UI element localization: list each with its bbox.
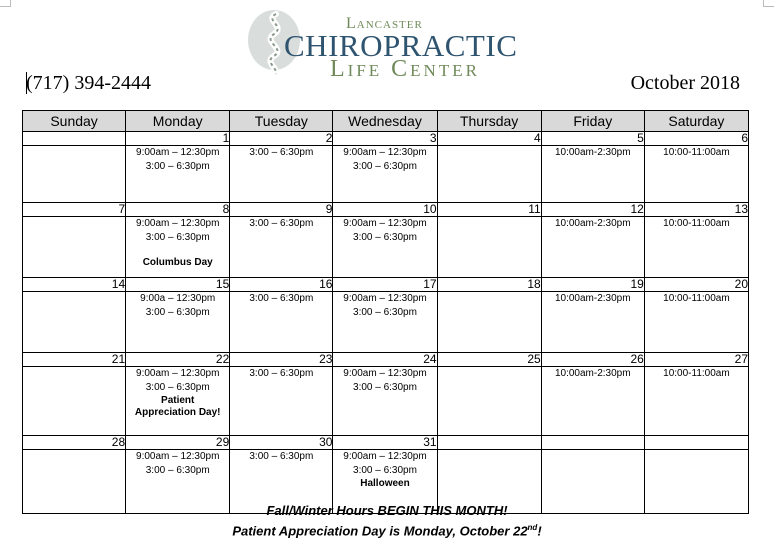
date-number: 15 <box>126 278 230 292</box>
week-date-row <box>23 278 749 292</box>
date-number: 13 <box>644 203 748 217</box>
day-cell <box>333 292 437 353</box>
logo-sub-text: Life Center <box>330 56 480 82</box>
event-note: Patient <box>161 395 195 406</box>
day-cell <box>541 217 644 278</box>
day-cell <box>23 367 126 436</box>
weekday-header-wednesday: Wednesday <box>333 111 437 132</box>
footer-line2-text: Patient Appreciation Day is Monday, October 22 <box>232 523 528 539</box>
date-number: 3 <box>333 132 437 146</box>
hours-line: 3:00 – 6:30pm <box>249 218 314 229</box>
day-cell <box>541 146 644 203</box>
day-cell <box>437 367 541 436</box>
day-cell <box>23 146 126 203</box>
weekday-header-monday: Monday <box>126 111 230 132</box>
date-number: 22 <box>126 353 230 367</box>
event-note: Appreciation Day! <box>134 407 221 418</box>
weekday-header-sunday: Sunday <box>23 111 126 132</box>
hours-line: 9:00am – 12:30pm <box>343 451 427 462</box>
date-number: 10 <box>333 203 437 217</box>
date-number: 8 <box>126 203 230 217</box>
week-hours-row <box>23 292 749 353</box>
day-cell <box>23 217 126 278</box>
hours-line: 9:00a – 12:30pm <box>140 293 216 304</box>
hours-line: 3:00 – 6:30pm <box>249 293 314 304</box>
hours-line: 9:00am – 12:30pm <box>343 218 427 229</box>
footer-hours-notice: Fall/Winter Hours BEGIN THIS MONTH! <box>266 503 508 518</box>
event-note: Columbus Day <box>142 257 213 268</box>
month-title: October 2018 <box>630 72 740 94</box>
date-number <box>23 132 126 146</box>
day-cell <box>230 146 333 203</box>
date-number: 26 <box>541 353 644 367</box>
hours-line: 10:00am-2:30pm <box>554 147 631 158</box>
date-number: 19 <box>541 278 644 292</box>
event-note: Halloween <box>360 478 410 489</box>
date-number: 28 <box>23 436 126 450</box>
hours-line: 9:00am – 12:30pm <box>343 147 427 158</box>
weekday-header-thursday: Thursday <box>437 111 541 132</box>
day-cell <box>333 217 437 278</box>
date-number: 14 <box>23 278 126 292</box>
date-number: 25 <box>437 353 541 367</box>
hours-line: 3:00 – 6:30pm <box>249 368 314 379</box>
date-number <box>644 436 748 450</box>
date-number: 21 <box>23 353 126 367</box>
week-date-row <box>23 132 749 146</box>
date-number: 24 <box>333 353 437 367</box>
day-cell <box>126 367 230 436</box>
date-number: 11 <box>437 203 541 217</box>
hours-line: 3:00 – 6:30pm <box>353 307 417 318</box>
hours-line: 9:00am – 12:30pm <box>343 293 427 304</box>
day-cell <box>126 292 230 353</box>
hours-line: 3:00 – 6:30pm <box>145 382 210 393</box>
weekday-header-row <box>23 111 749 132</box>
hours-line: 10:00-11:00am <box>663 218 730 229</box>
date-number: 16 <box>230 278 333 292</box>
page-corner-mark-right <box>763 0 774 7</box>
date-number: 31 <box>333 436 437 450</box>
phone-number: (717) 394-2444 <box>26 72 151 94</box>
page-corner-mark-left <box>0 0 11 7</box>
date-number: 9 <box>230 203 333 217</box>
date-number: 1 <box>126 132 230 146</box>
date-number: 23 <box>230 353 333 367</box>
hours-line: 10:00am-2:30pm <box>554 368 631 379</box>
day-cell <box>230 292 333 353</box>
day-cell <box>644 367 748 436</box>
day-cell <box>644 146 748 203</box>
week-date-row <box>23 436 749 450</box>
hours-line: 3:00 – 6:30pm <box>145 232 210 243</box>
spacer <box>126 245 229 257</box>
day-cell <box>126 217 230 278</box>
date-number <box>437 436 541 450</box>
week-date-row <box>23 353 749 367</box>
date-number: 27 <box>644 353 748 367</box>
day-cell <box>437 217 541 278</box>
hours-line: 3:00 – 6:30pm <box>145 307 210 318</box>
hours-line: 9:00am – 12:30pm <box>136 147 220 158</box>
hours-line: 3:00 – 6:30pm <box>145 161 210 172</box>
date-number <box>541 436 644 450</box>
footer-line2-end: ! <box>537 523 542 539</box>
footer-appreciation-notice <box>0 523 774 538</box>
day-cell <box>437 146 541 203</box>
date-number: 4 <box>437 132 541 146</box>
day-cell <box>437 292 541 353</box>
week-hours-row <box>23 217 749 278</box>
day-cell <box>644 292 748 353</box>
date-number: 6 <box>644 132 748 146</box>
weekday-header-friday: Friday <box>541 111 644 132</box>
hours-line: 9:00am – 12:30pm <box>343 368 427 379</box>
hours-line: 3:00 – 6:30pm <box>249 147 314 158</box>
hours-line: 3:00 – 6:30pm <box>353 465 417 476</box>
hours-line: 9:00am – 12:30pm <box>136 218 220 229</box>
hours-line: 10:00am-2:30pm <box>554 218 631 229</box>
logo-main-text: CHIROPRACTIC <box>284 28 518 63</box>
hours-line: 3:00 – 6:30pm <box>353 382 417 393</box>
clinic-logo <box>246 6 518 82</box>
hours-line: 3:00 – 6:30pm <box>145 465 210 476</box>
hours-line: 9:00am – 12:30pm <box>136 451 220 462</box>
week-hours-row <box>23 146 749 203</box>
logo-top-text: Lancaster <box>346 15 423 32</box>
date-number: 17 <box>333 278 437 292</box>
day-cell <box>541 292 644 353</box>
date-number: 30 <box>230 436 333 450</box>
hours-line: 9:00am – 12:30pm <box>136 368 220 379</box>
week-hours-row <box>23 367 749 436</box>
date-number: 20 <box>644 278 748 292</box>
weekday-header-saturday: Saturday <box>644 111 748 132</box>
day-cell <box>644 217 748 278</box>
hours-line: 10:00am-2:30pm <box>554 293 631 304</box>
hours-line: 10:00-11:00am <box>663 293 730 304</box>
date-number: 7 <box>23 203 126 217</box>
hours-line: 10:00-11:00am <box>663 368 730 379</box>
hours-line: 3:00 – 6:30pm <box>353 161 417 172</box>
date-number: 29 <box>126 436 230 450</box>
date-number: 12 <box>541 203 644 217</box>
day-cell <box>230 217 333 278</box>
hours-line: 3:00 – 6:30pm <box>353 232 417 243</box>
day-cell <box>333 367 437 436</box>
hours-line: 10:00-11:00am <box>663 147 730 158</box>
date-number: 18 <box>437 278 541 292</box>
hours-line: 3:00 – 6:30pm <box>249 451 314 462</box>
day-cell <box>126 146 230 203</box>
date-number: 5 <box>541 132 644 146</box>
day-cell <box>23 292 126 353</box>
weekday-header-tuesday: Tuesday <box>230 111 333 132</box>
day-cell <box>541 367 644 436</box>
footer-line2-sup: nd <box>527 523 538 532</box>
date-number: 2 <box>230 132 333 146</box>
day-cell <box>230 367 333 436</box>
calendar-table <box>22 110 749 514</box>
week-date-row <box>23 203 749 217</box>
day-cell <box>333 146 437 203</box>
